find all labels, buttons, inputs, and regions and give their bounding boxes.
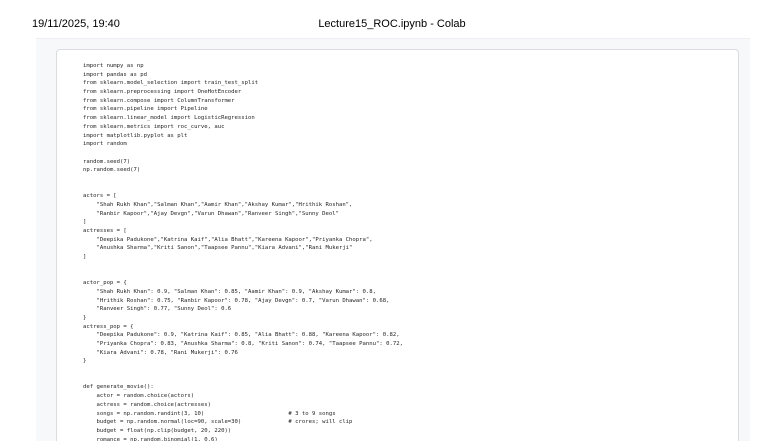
code-line: ] (83, 219, 87, 226)
code-line: ] (83, 254, 87, 261)
code-line: actor = random.choice(actors) (83, 393, 195, 400)
code-line: actors = [ (83, 193, 117, 200)
code-line: "Priyanka Chopra": 0.83, "Anushka Sharma": 0.8, "Kriti Sanon": 0.74, "Taapsee Pannu": 0.72, (83, 341, 403, 347)
code-line: } (83, 314, 87, 321)
code-line (83, 184, 403, 193)
code-line: "Hrithik Roshan": 0.75, "Ranbir Kapoor": 0.78, "Ajay Devgn": 0.7, "Varun Dhawan": 0.68, (83, 297, 390, 304)
code-line: import random (83, 141, 127, 148)
print-header (0, 18, 784, 34)
code-line (83, 149, 403, 158)
code-line (83, 175, 403, 184)
code-line (83, 262, 403, 271)
code-line: "Anushka Sharma","Kriti Sanon","Taapsee Pannu","Kiara Advani","Rani Mukerji" (83, 245, 353, 252)
code-line: actress_pop = { (83, 323, 134, 330)
code-line: def generate_movie(): (83, 384, 154, 391)
code-line: romance = np.random.binomial(1, 0.6) (83, 436, 218, 441)
code-line: import pandas as pd (83, 71, 147, 78)
code-line: } (83, 358, 87, 365)
code-line: from sklearn.model_selection import train_test_split (83, 80, 259, 87)
print-datetime: 19/11/2025, 19:40 (32, 18, 120, 30)
code-editor[interactable] (83, 62, 403, 441)
code-line: "Deepika Padukone": 0.9, "Katrina Kaif": 0.85, "Alia Bhatt": 0.88, "Kareena Kapoor": 0.82, (83, 332, 400, 339)
code-line: "Deepika Padukone","Katrina Kaif","Alia Bhatt","Kareena Kapoor","Priyanka Chopra", (83, 236, 373, 243)
code-line: "Kiara Advani": 0.78, "Rani Mukerji": 0.76 (83, 349, 238, 356)
code-line: from sklearn.compose import ColumnTransformer (83, 97, 235, 104)
code-line: import matplotlib.pyplot as plt (83, 132, 188, 139)
code-line: from sklearn.metrics import roc_curve, auc (83, 123, 225, 130)
code-line: np.random.seed(7) (83, 167, 141, 174)
code-line (83, 375, 403, 384)
code-line: from sklearn.pipeline import Pipeline (83, 106, 208, 113)
code-line (83, 271, 403, 280)
code-line: import numpy as np (83, 63, 144, 69)
print-page-title: Lecture15_ROC.ipynb - Colab (318, 18, 466, 30)
code-line: "Shah Rukh Khan": 0.9, "Salman Khan": 0.85, "Aamir Khan": 0.9, "Akshay Kumar": 0.8, (83, 288, 376, 295)
code-line: actress = random.choice(actresses) (83, 401, 211, 408)
code-line: songs = np.random.randint(3, 10) # 3 to 9 songs (83, 410, 336, 417)
code-line: from sklearn.linear_model import LogisticRegression (83, 115, 255, 122)
code-line: "Ranbir Kapoor","Ajay Devgn","Varun Dhawan","Ranveer Singh","Sunny Deol" (83, 210, 339, 217)
code-line: "Ranveer Singh": 0.77, "Sunny Deol": 0.6 (83, 306, 232, 313)
code-line: random.seed(7) (83, 158, 131, 165)
code-line: from sklearn.preprocessing import OneHotEncoder (83, 89, 242, 96)
code-cell[interactable] (56, 49, 739, 441)
code-line: budget = np.random.normal(loc=90, scale=30) # crores; will clip (83, 419, 353, 426)
code-line: actresses = [ (83, 228, 127, 235)
code-line: actor_pop = { (83, 280, 127, 287)
code-line: budget = float(np.clip(budget, 20, 220)) (83, 427, 232, 434)
code-line (83, 366, 403, 375)
code-line: "Shah Rukh Khan","Salman Khan","Aamir Khan","Akshay Kumar","Hrithik Roshan", (83, 202, 353, 208)
